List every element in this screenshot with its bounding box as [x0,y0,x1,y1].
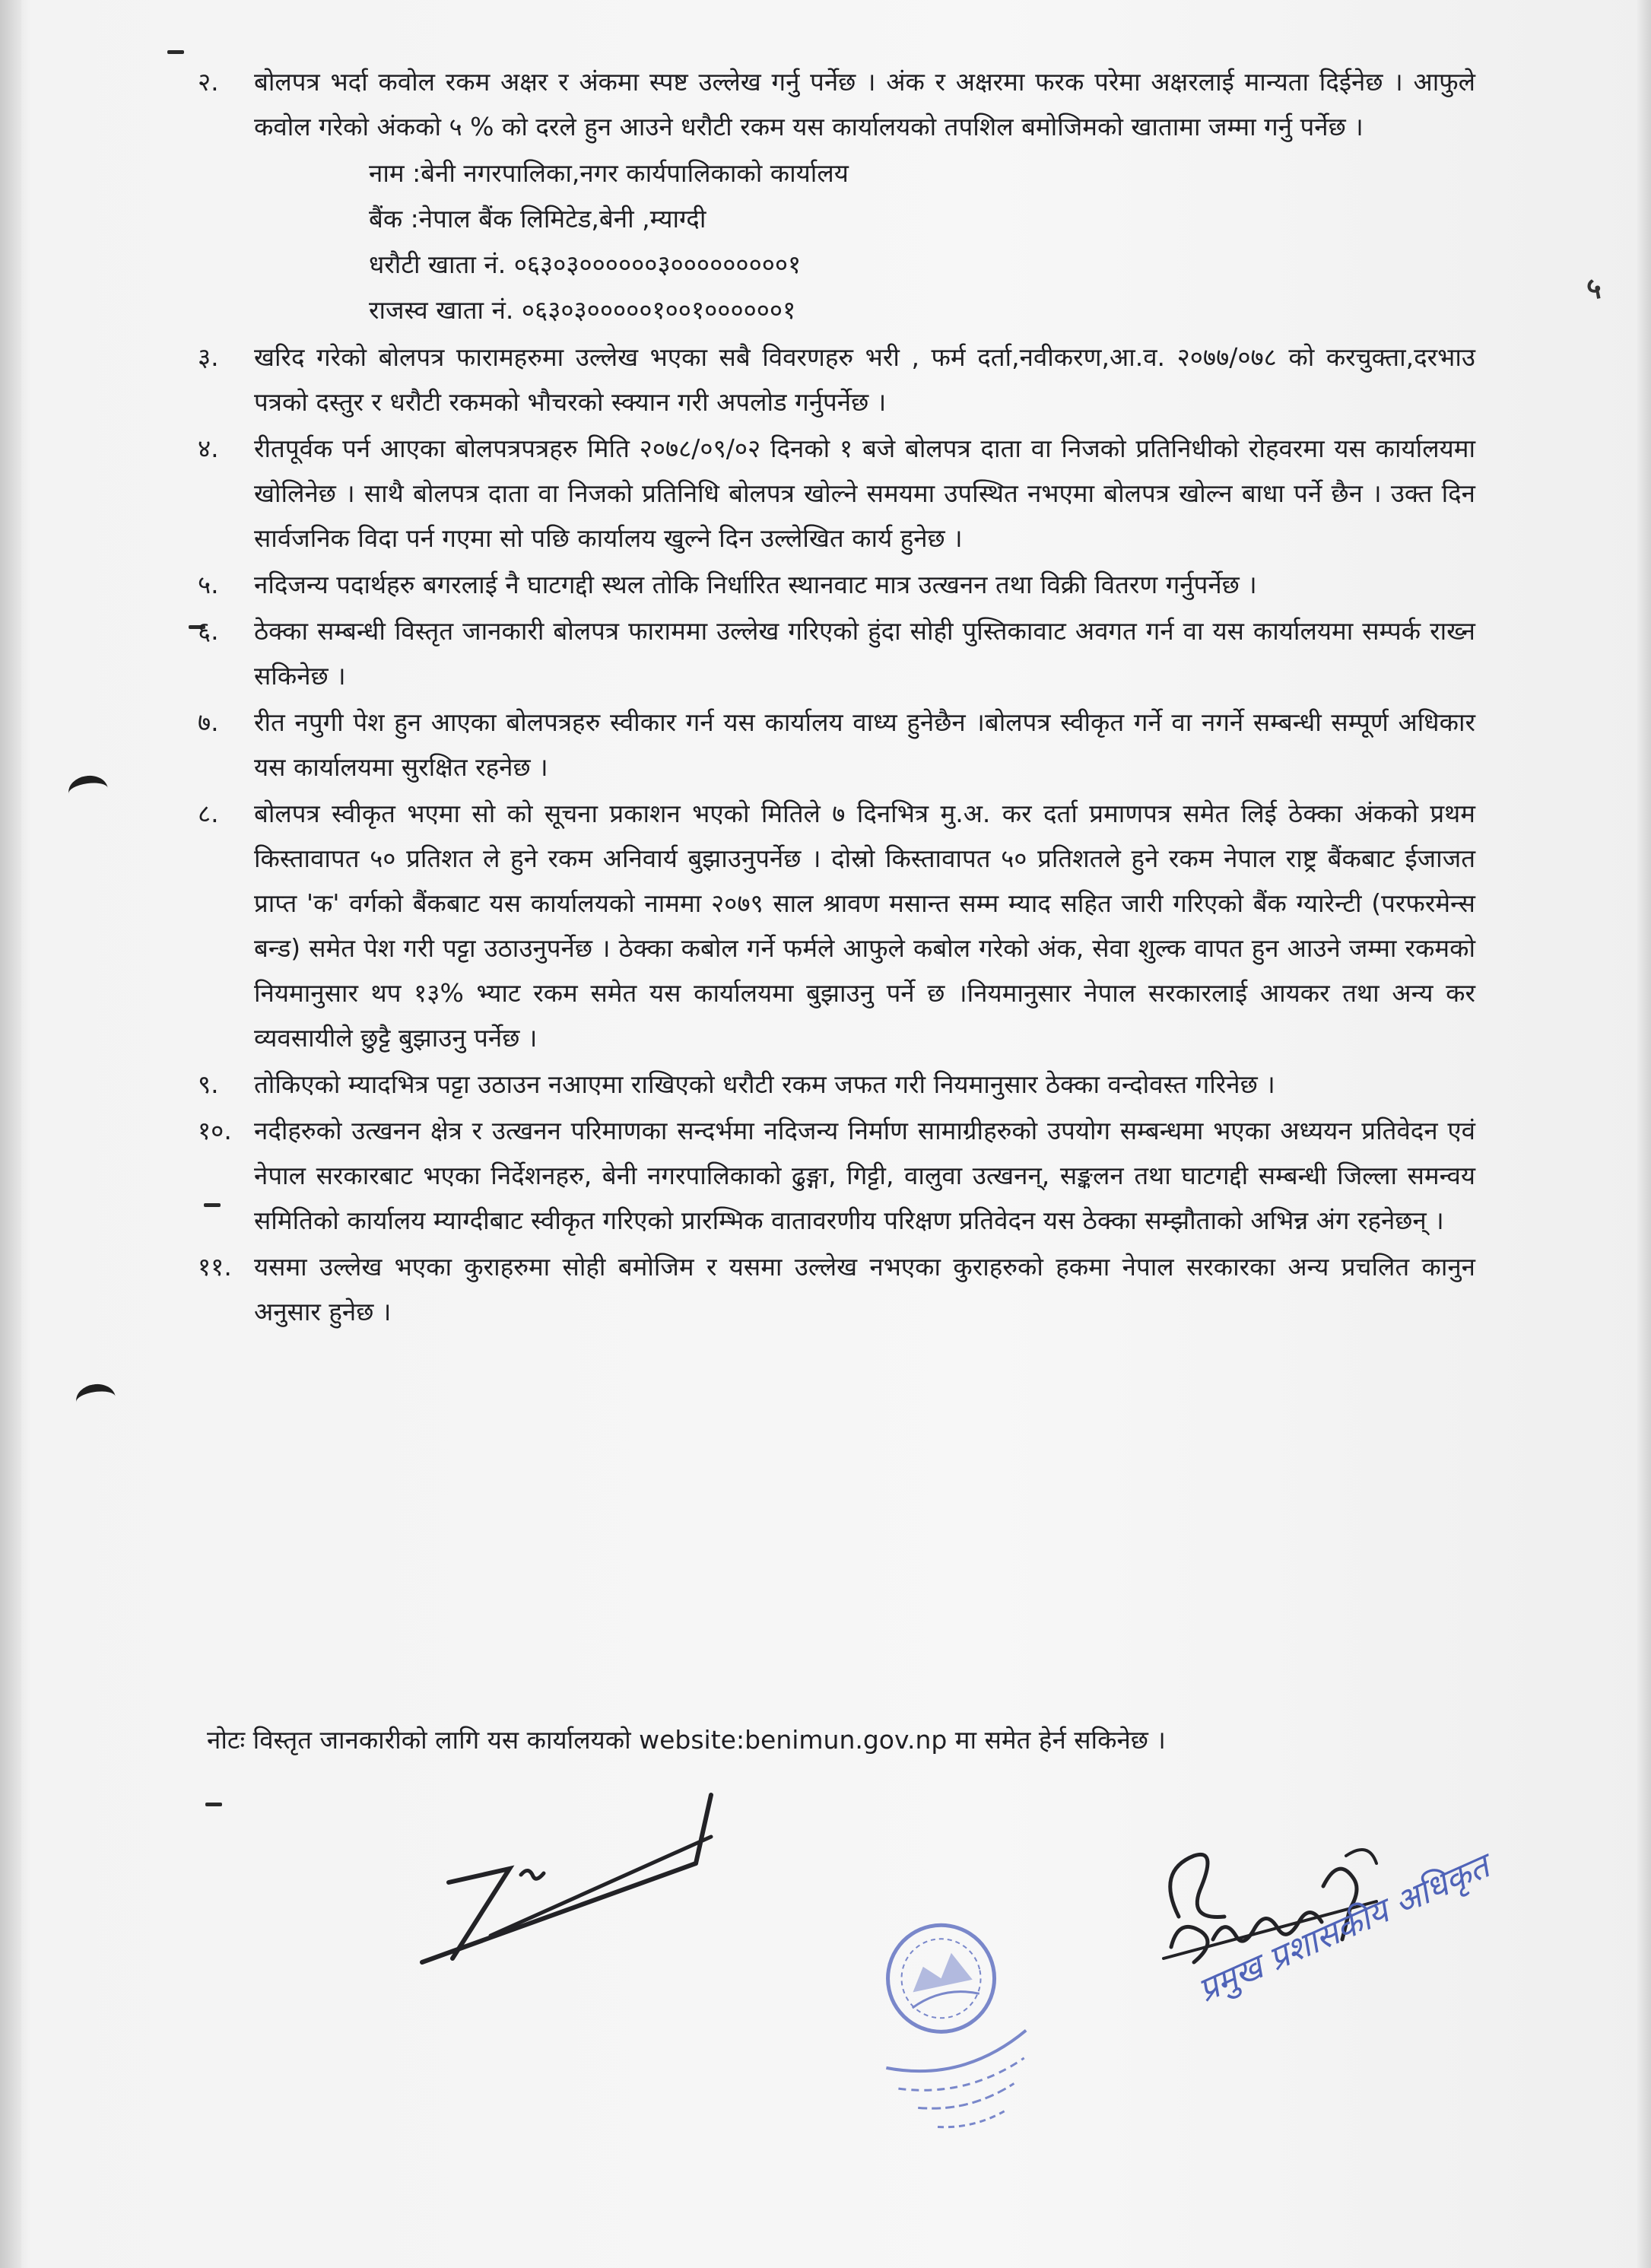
left-signature [407,1784,741,1966]
revenue-account-number: राजस्व खाता नं. ०६३०३०००००१००१००००००१ [369,295,796,325]
municipality-seal [825,1894,1076,2152]
bank-details [198,151,1475,333]
clause-item [198,791,1475,1060]
clause-number: १०. [198,1116,232,1145]
page-number: ५ [1586,272,1602,305]
clause-number: ३. [198,342,219,372]
website-note: नोटः विस्तृत जानकारीको लागि यस कार्यालयको website:benimun.gov.np मा समेत हेर्न सकिनेछ । [207,1725,1166,1755]
clause-item [198,1244,1475,1334]
paper-right-edge [1637,0,1651,2268]
clause-text: नदिजन्य पदार्थहरु बगरलाई नै घाटगद्दी स्थल तोकि निर्धारित स्थानवाट मात्र उत्खनन तथा विक्री वितरण गर्नुपर्नेछ । [254,570,1257,599]
clause-item [198,562,1475,607]
paper-left-edge [0,0,21,2268]
clause-text: ठेक्का सम्बन्धी विस्तृत जानकारी बोलपत्र फाराममा उल्लेख गरिएको हुंदा सोही पुस्तिकावाट अवगत गर्न वा यस कार्यालयमा सम्पर्क राख्न सकिनेछ । [254,616,1475,691]
deposit-account-number: धरौटी खाता नं. ०६३०३००००००३०००००००००१ [369,249,802,279]
clause-item [198,59,1475,149]
clause-item [198,700,1475,789]
clause-item [198,608,1475,698]
clause-number: ६. [198,616,219,646]
clause-number: ११. [198,1252,232,1282]
clause-number: ९. [198,1069,219,1099]
clause-text: तोकिएको म्यादभित्र पट्टा उठाउन नआएमा राखिएको धरौटी रकम जफत गरी नियमानुसार ठेक्का वन्दोवस्त गरिनेछ । [254,1069,1275,1099]
clause-text: नदीहरुको उत्खनन क्षेत्र र उत्खनन परिमाणका सन्दर्भमा नदिजन्य निर्माण सामाग्रीहरुको उपयोग सम्बन्धमा भएका अध्ययन प्रतिवेदन एवं नेपाल सरकारबाट भएका निर्देशनहरु, बेनी नगरपालिकाको ढुङ्गा, गिट्टी, वालुवा उत्खनन्, सङ्कलन तथा घाटगद्दी सम्बन्धी जिल्ला समन्वय समितिको कार्यालय म्याग्दीबाट स्वीकृत गरिएको प्रारम्भिक वातावरणीय परिक्षण प्रतिवेदन यस ठेक्का सम्झौताको अभिन्न अंग रहनेछन् । [254,1116,1475,1235]
officer-designation: प्रमुख प्रशासकीय अधिकृत [1192,1847,1495,2010]
clause-number: ५. [198,570,219,599]
bank-name: बैंक :नेपाल बैंक लिमिटेड,बेनी ,म्याग्दी [369,204,706,233]
document-body [198,59,1475,1336]
clause-text: यसमा उल्लेख भएका कुराहरुमा सोही बमोजिम र यसमा उल्लेख नभएका कुराहरुको हकमा नेपाल सरकारका अन्य प्रचलित कानुन अनुसार हुनेछ । [254,1252,1475,1326]
account-name: नाम :बेनी नगरपालिका,नगर कार्यपालिकाको कार्यालय [369,158,849,188]
clause-text: रीत नपुगी पेश हुन आएका बोलपत्रहरु स्वीकार गर्न यस कार्यालय वाध्य हुनेछैन ।बोलपत्र स्वीकृत गर्ने वा नगर्ने सम्बन्धी सम्पूर्ण अधिकार यस कार्यालयमा सुरक्षित रहनेछ । [254,707,1475,782]
margin-mark [167,50,184,54]
punch-hole-mark [66,773,110,809]
clause-text: बोलपत्र भर्दा कवोल रकम अक्षर र अंकमा स्पष्ट उल्लेख गर्नु पर्नेछ । अंक र अक्षरमा फरक परेमा अक्षरलाई मान्यता दिईनेछ । आफुले कवोल गरेको अंकको ५ % को दरले हुन आउने धरौटी रकम यस कार्यालयको तपशिल बमोजिमको खातामा जम्मा गर्नु पर्नेछ । [254,67,1475,141]
clause-item [198,426,1475,561]
clause-text: बोलपत्र स्वीकृत भएमा सो को सूचना प्रकाशन भएको मितिले ७ दिनभित्र मु.अ. कर दर्ता प्रमाणपत्र समेत लिई ठेक्का अंकको प्रथम किस्तावापत ५० प्रतिशत ले हुने रकम अनिवार्य बुझाउनुपर्नेछ । दोस्रो किस्तावापत ५० प्रतिशतले हुने रकम नेपाल राष्ट्र बैंकबाट ईजाजत प्राप्त 'क' वर्गको बैंकबाट यस कार्यालयको नाममा २०७९ साल श्रावण मसान्त सम्म म्याद सहित जारी गरिएको बैंक ग्यारेन्टी (परफरमेन्स बन्ड) समेत पेश गरी पट्टा उठाउनुपर्नेछ । ठेक्का कबोल गर्ने फर्मले आफुले कबोल गरेको अंक, सेवा शुल्क वापत हुन आउने जम्मा रकमको नियमानुसार थप १३% भ्याट रकम समेत यस कार्यालयमा बुझाउनु पर्ने छ ।नियमानुसार नेपाल सरकारलाई आयकर तथा अन्य कर व्यवसायीले छुट्टै बुझाउनु पर्नेछ । [254,799,1475,1053]
clause-number: ८. [198,799,219,828]
clause-number: ७. [198,707,219,737]
clause-number: २. [198,67,219,97]
margin-mark [205,1803,222,1806]
punch-hole-mark [74,1382,117,1418]
clause-number: ४. [198,434,219,463]
clause-text: खरिद गरेको बोलपत्र फारामहरुमा उल्लेख भएका सबै विवरणहरु भरी , फर्म दर्ता,नवीकरण,आ.व. २०७७/०७८ को करचुक्ता,दरभाउ पत्रको दस्तुर र धरौटी रकमको भौचरको स्क्यान गरी अपलोड गर्नुपर्नेछ । [254,342,1475,417]
clause-item [198,335,1475,424]
clause-item [198,1108,1475,1243]
clause-item [198,1062,1475,1107]
clause-text: रीतपूर्वक पर्न आएका बोलपत्रपत्रहरु मिति २०७८/०९/०२ दिनको १ बजे बोलपत्र दाता वा निजको प्रतिनिधीको रोहवरमा यस कार्यालयमा खोलिनेछ । साथै बोलपत्र दाता वा निजको प्रतिनिधि बोलपत्र खोल्ने समयमा उपस्थित नभएमा बोलपत्र खोल्न बाधा पर्ने छैन । उक्त दिन सार्वजनिक विदा पर्न गएमा सो पछि कार्यालय खुल्ने दिन उल्लेखित कार्य हुनेछ । [254,434,1475,553]
